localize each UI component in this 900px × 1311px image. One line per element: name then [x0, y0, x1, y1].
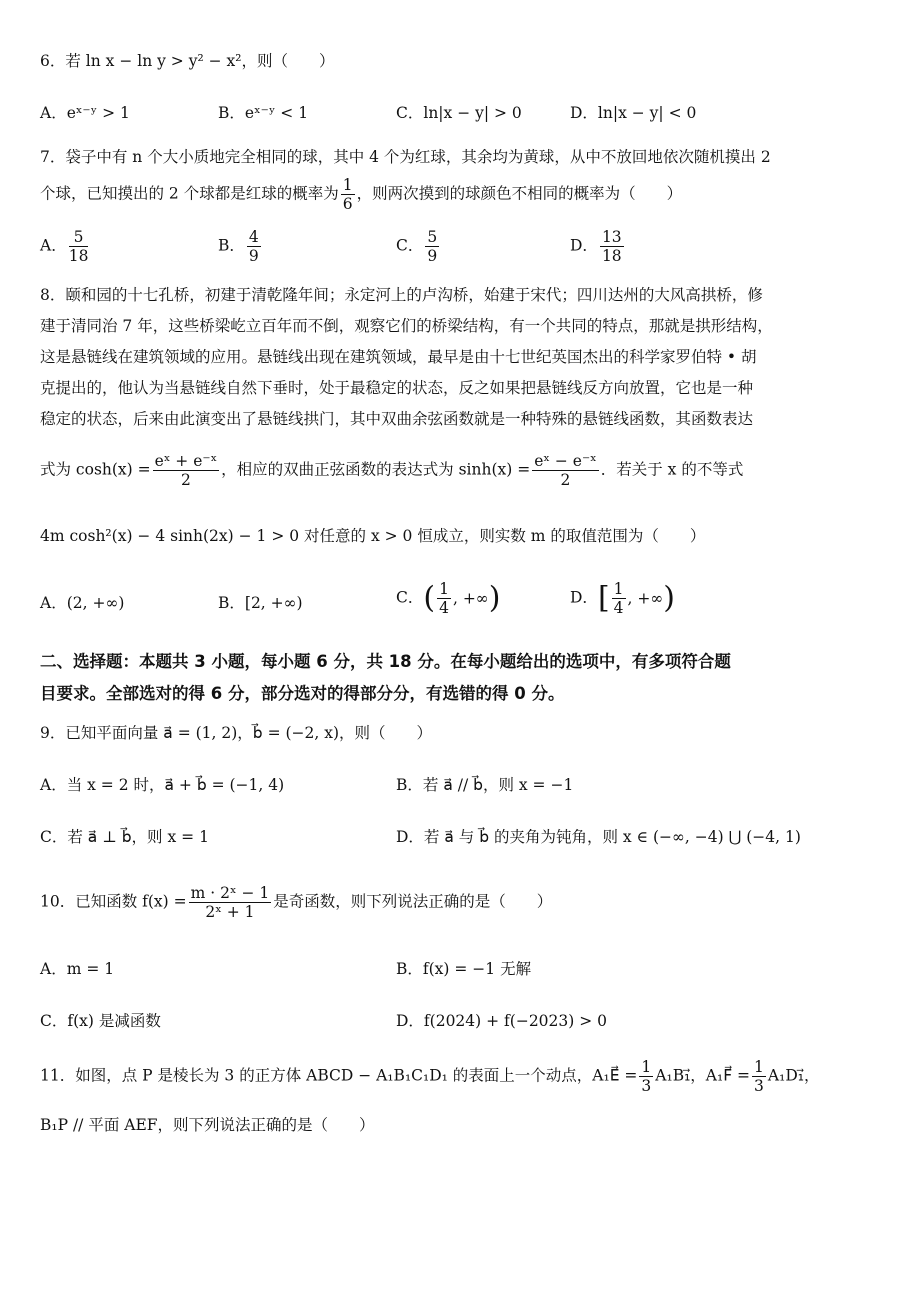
- q8-line6: 式为 cosh(x) = $\frac{\text{eˣ + e⁻ˣ}}{2}$ ，相应的双曲正弦函数的表达式为 sinh(x) = $\frac{\text{eˣ − e⁻ˣ}}{2}$ ．若关于 x 的不等式: [40, 452, 744, 489]
- q7-option-d: D． $\frac{13}{18}$: [570, 228, 622, 265]
- q9-option-d: D．若 a⃗ 与 b⃗ 的夹角为钝角，则 x ∈ (−∞, −4) ⋃ (−4, 1): [396, 828, 801, 846]
- q7-line1: 7．袋子中有 n 个大小质地完全相同的球，其中 4 个为红球，其余均为黄球，从中不放回地依次随机摸出 2: [40, 148, 771, 166]
- q8-option-d: D．[ $\frac{1}{4}$ , +∞): [570, 580, 676, 617]
- q8-option-a: A．(2, +∞): [40, 594, 125, 612]
- q11-line1: 11．如图，点 P 是棱长为 3 的正方体 ABCD − A₁B₁C₁D₁ 的表面上一个动点，A₁E⃗ = $\frac{1}{3}$ A₁B₁⃗，A₁F⃗ = $\frac{1}{3}$ A₁D₁⃗，: [40, 1058, 820, 1095]
- q8-option-c: C．( $\frac{1}{4}$ , +∞): [396, 580, 501, 617]
- q10-option-b: B．f(x) = −1 无解: [396, 960, 532, 978]
- q8-line7: 4m cosh²(x) − 4 sinh(2x) − 1 > 0 对任意的 x > 0 恒成立，则实数 m 的取值范围为（ ）: [40, 527, 706, 545]
- q8-line1: 8．颐和园的十七孔桥，初建于清乾隆年间；永定河上的卢沟桥，始建于宋代；四川达州的大风高拱桥，修: [40, 286, 763, 304]
- q6-option-c: C．ln|x − y| > 0: [396, 104, 522, 122]
- q11-line2: B₁P // 平面 AEF，则下列说法正确的是（ ）: [40, 1116, 375, 1134]
- q8-line5: 稳定的状态，后来由此演变出了悬链线拱门，其中双曲余弦函数就是一种特殊的悬链线函数，其函数表达: [40, 410, 754, 428]
- q6-option-b: B．eˣ⁻ʸ < 1: [218, 104, 309, 122]
- q9-option-a: A．当 x = 2 时，a⃗ + b⃗ = (−1, 4): [40, 776, 285, 794]
- q8-line3: 这是悬链线在建筑领域的应用。悬链线出现在建筑领域，最早是由十七世纪英国杰出的科学家罗伯特 • 胡: [40, 348, 757, 366]
- q9-option-c: C．若 a⃗ ⊥ b⃗，则 x = 1: [40, 828, 209, 846]
- q6-option-d: D．ln|x − y| < 0: [570, 104, 697, 122]
- q10-option-a: A．m = 1: [40, 960, 115, 978]
- q6-option-a: A．eˣ⁻ʸ > 1: [40, 104, 130, 122]
- section2-heading-line1: 二、选择题：本题共 3 小题，每小题 6 分，共 18 分。在每小题给出的选项中，有多项符合题: [40, 652, 731, 671]
- q10-option-d: D．f(2024) + f(−2023) > 0: [396, 1012, 608, 1030]
- q7-line2: 个球，已知摸出的 2 个球都是红球的概率为 $\frac{1}{6}$ ，则两次摸到的球颜色不相同的概率为（ ）: [40, 176, 683, 213]
- q8-option-b: B．[2, +∞): [218, 594, 303, 612]
- q9-option-b: B．若 a⃗ // b⃗，则 x = −1: [396, 776, 574, 794]
- q7-option-b: B． $\frac{4}{9}$: [218, 228, 259, 265]
- q9-stem: 9．已知平面向量 a⃗ = (1, 2)，b⃗ = (−2, x)，则（ ）: [40, 724, 433, 742]
- section2-heading-line2: 目要求。全部选对的得 6 分，部分选对的得部分分，有选错的得 0 分。: [40, 684, 565, 703]
- q10-stem: 10．已知函数 f(x) = $\frac{\text{m · 2ˣ − 1}}{\text{2ˣ + 1}}$ 是奇函数，则下列说法正确的是（ ）: [40, 884, 553, 921]
- q6-stem: 6．若 ln x − ln y > y² − x²，则（ ）: [40, 52, 335, 70]
- q7-fraction: $\frac{1}{6}$: [342, 176, 353, 213]
- q10-option-c: C．f(x) 是减函数: [40, 1012, 161, 1030]
- q7-option-c: C． $\frac{5}{9}$: [396, 228, 438, 265]
- q7-option-a: A． $\frac{5}{18}$: [40, 228, 89, 265]
- q8-line4: 克提出的，他认为当悬链线自然下垂时，处于最稳定的状态，反之如果把悬链线反方向放置，它也是一种: [40, 379, 754, 397]
- q8-line2: 建于清同治 7 年，这些桥梁屹立百年而不倒，观察它们的桥梁结构，有一个共同的特点，那就是拱形结构，: [40, 317, 773, 335]
